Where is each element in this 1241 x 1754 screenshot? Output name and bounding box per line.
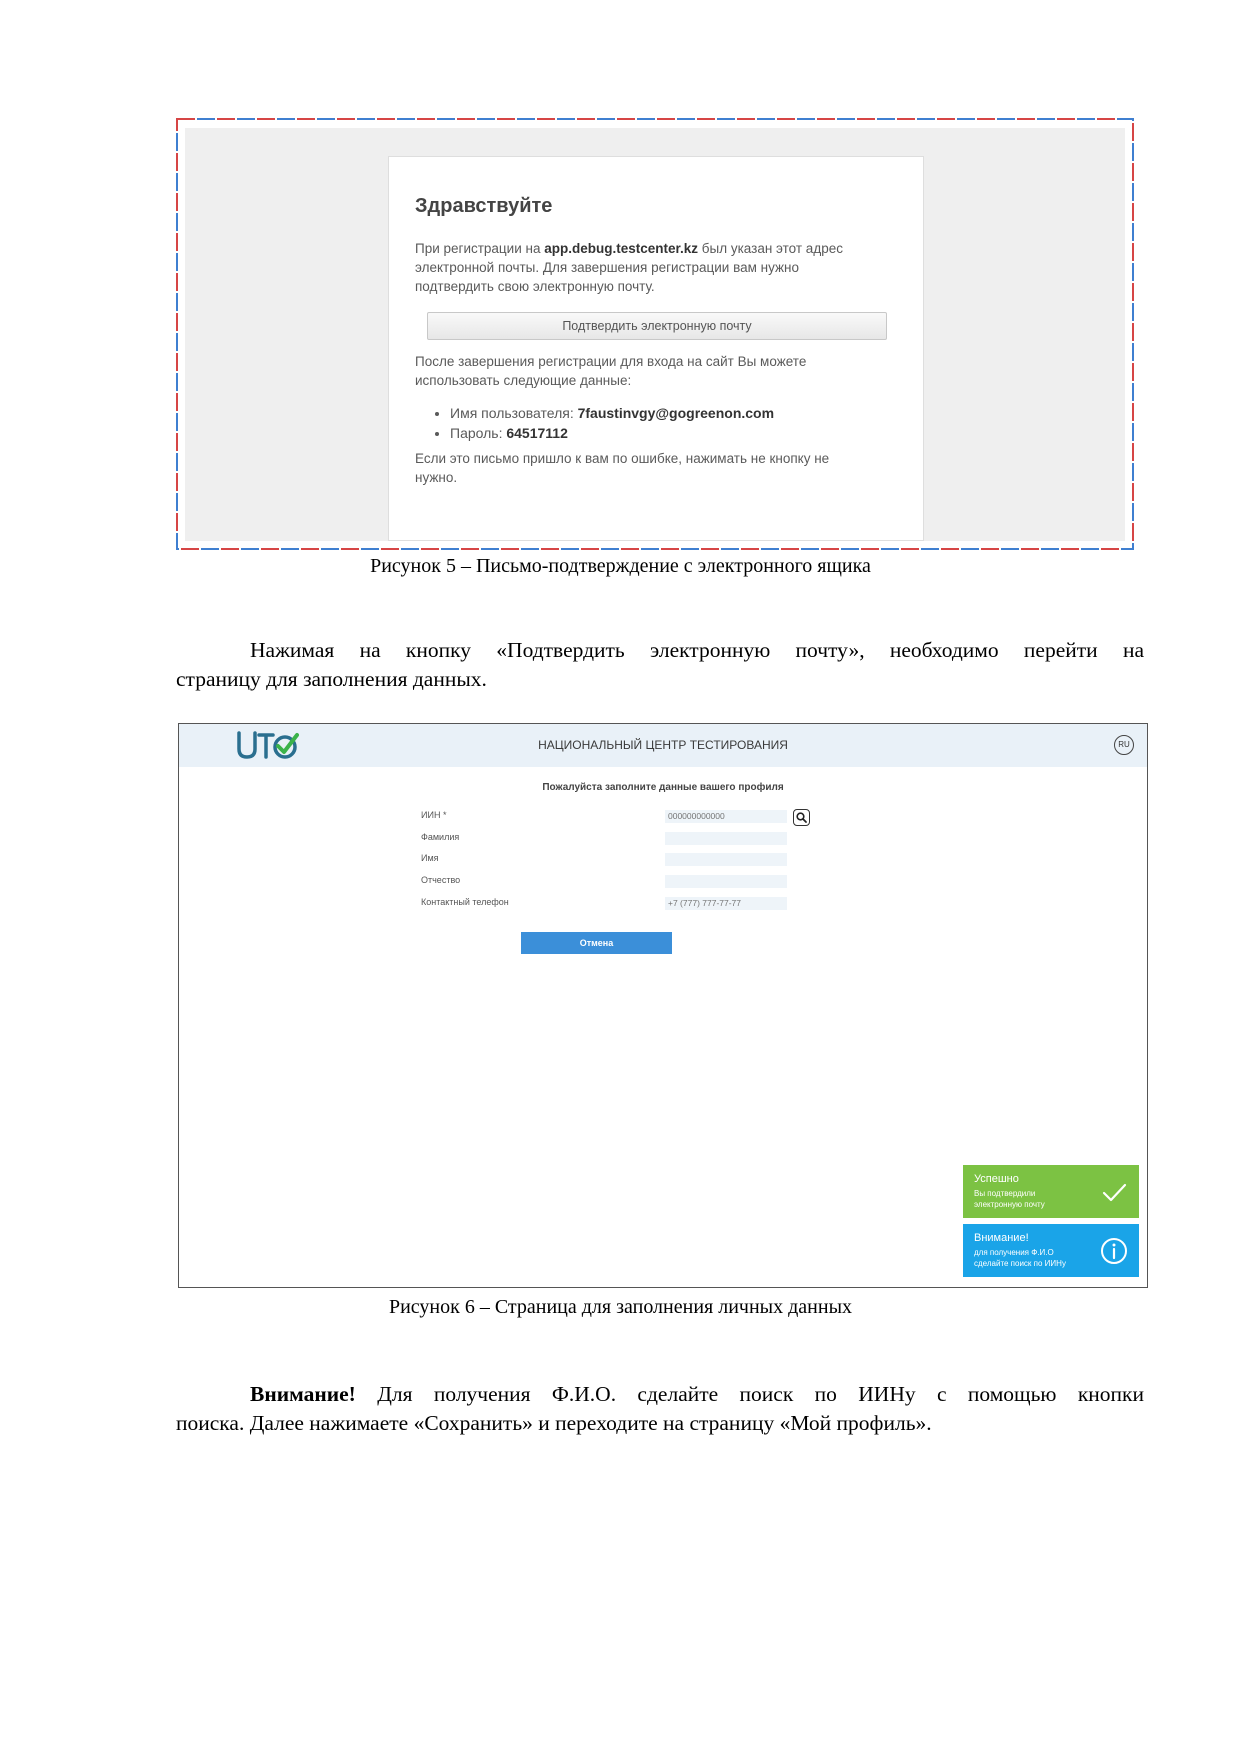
paragraph2-line1 [176, 1380, 1144, 1409]
username-value: 7faustinvgy@gogreenon.com [577, 405, 775, 421]
lastname-label: Фамилия [421, 832, 460, 842]
firstname-input[interactable] [665, 853, 787, 866]
mistake-line2: нужно. [415, 470, 458, 485]
paragraph2-line2: поиска. Далее нажимаете «Сохранить» и переходите на страницу «Мой профиль». [176, 1411, 932, 1435]
paragraph1-line1 [176, 636, 1144, 665]
profile-page-figure [178, 723, 1148, 1288]
mistake-line1: Если это письмо пришло к вам по ошибке, нажимать не кнопку не [415, 451, 830, 466]
success-toast[interactable] [963, 1165, 1139, 1218]
checkmark-icon [1099, 1177, 1129, 1207]
info-toast-text: для получения Ф.И.О сделайте поиск по ИИНу [974, 1248, 1066, 1268]
cancel-button[interactable]: Отмена [521, 932, 672, 954]
after-line2: использовать следующие данные: [415, 373, 632, 388]
credentials-list [415, 403, 774, 443]
language-switch[interactable]: RU [1114, 735, 1134, 755]
iin-label: ИИН * [421, 810, 447, 820]
paragraph-attention [176, 1380, 1144, 1438]
email-greeting: Здравствуйте [415, 195, 553, 217]
info-icon [1099, 1236, 1129, 1266]
paragraph1-line1-text: Нажимая на кнопку «Подтвердить электронную почту», необходимо перейти на [250, 638, 1144, 662]
success-toast-text: Вы подтвердили электронную почту [974, 1189, 1045, 1209]
after-line1: После завершения регистрации для входа на сайт Вы можете [415, 354, 807, 369]
intro-rest: был указан этот адрес [698, 241, 843, 256]
info-toast-title: Внимание! [974, 1232, 1029, 1244]
success-toast-title: Успешно [974, 1173, 1019, 1185]
paragraph-instructions [176, 636, 1144, 694]
email-after-text [415, 352, 806, 390]
email-figure [176, 118, 1134, 550]
intro-line3: подтвердить свою электронную почту. [415, 279, 655, 294]
phone-label: Контактный телефон [421, 897, 509, 907]
site-title: НАЦИОНАЛЬНЫЙ ЦЕНТР ТЕСТИРОВАНИЯ [538, 738, 788, 752]
firstname-label: Имя [421, 853, 439, 863]
confirm-email-button[interactable]: Подтвердить электронную почту [427, 312, 887, 340]
lastname-input[interactable] [665, 832, 787, 845]
paragraph1-line2: страницу для заполнения данных. [176, 667, 487, 691]
email-intro [415, 239, 843, 296]
phone-input[interactable] [665, 897, 787, 910]
patronymic-label: Отчество [421, 875, 461, 885]
password-label: Пароль: [450, 425, 507, 441]
patronymic-input[interactable] [665, 875, 787, 888]
username-label: Имя пользователя: [450, 405, 578, 421]
figure6-caption: Рисунок 6 – Страница для заполнения личных данных [388, 1296, 853, 1318]
form-title: Пожалуйста заполните данные вашего профиля [542, 782, 784, 793]
email-card [388, 156, 924, 541]
password-item [450, 423, 774, 443]
paragraph2-line1-text: Для получения Ф.И.О. сделайте поиск по ИИНу с помощью кнопки [355, 1382, 1144, 1406]
info-toast[interactable] [963, 1224, 1139, 1277]
site-link[interactable]: app.debug.testcenter.kz [544, 241, 699, 256]
page-header [179, 724, 1147, 767]
figure5-caption: Рисунок 5 – Письмо-подтверждение с электронного ящика [370, 555, 871, 577]
search-icon[interactable] [793, 809, 810, 826]
intro-prefix: При регистрации на [415, 241, 545, 256]
email-mistake-text [415, 449, 829, 487]
iin-input[interactable] [665, 810, 787, 823]
attention-label: Внимание! [250, 1382, 356, 1406]
username-item [450, 403, 774, 423]
password-value: 64517112 [506, 425, 568, 441]
intro-line2: электронной почты. Для завершения регистрации вам нужно [415, 260, 800, 275]
